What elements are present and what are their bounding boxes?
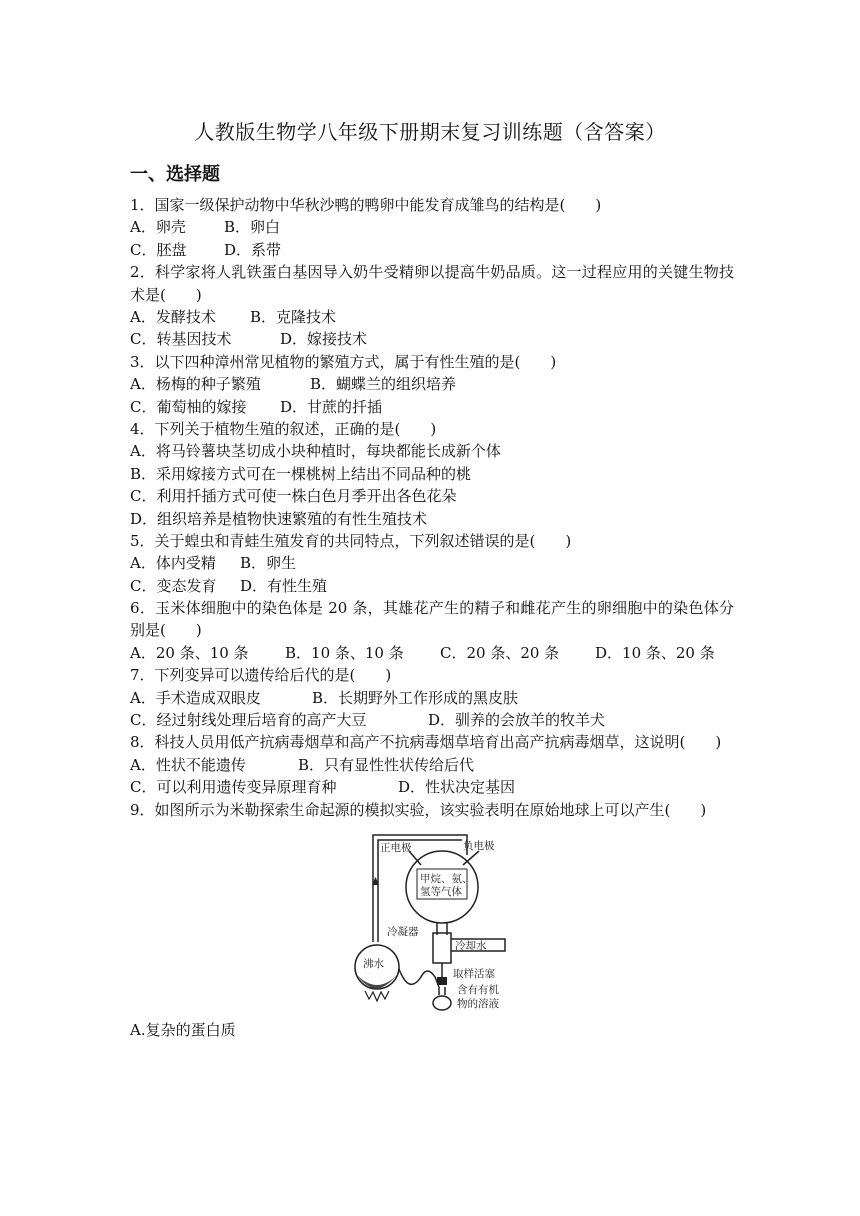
question-1-options-row-1 — [130, 216, 734, 238]
option-b: B．克隆技术 — [250, 307, 337, 326]
label-boiling-water: 沸水 — [363, 958, 384, 971]
question-6-stem: 6．玉米体细胞中的染色体是 20 条，其雄花产生的精子和雌花产生的卵细胞中的染色体分别是( ) — [130, 599, 734, 640]
option-c: C．可以利用遗传变异原理育种 — [130, 778, 337, 797]
option-a: A．手术造成双眼皮 — [130, 688, 261, 707]
question-5-stem: 5．关于蝗虫和青蛙生殖发育的共同特点，下列叙述错误的是( ) — [130, 531, 572, 550]
label-cooling-water: 冷却水 — [455, 940, 487, 953]
question-8-stem: 8．科技人员用低产抗病毒烟草和高产不抗病毒烟草培育出高产抗病毒烟草，这说明( ) — [130, 733, 722, 752]
page-title: 人教版生物学八年级下册期末复习训练题（含答案） — [194, 120, 666, 144]
section-heading: 一、选择题 — [130, 164, 220, 185]
option-c: C．利用扦插方式可使一株白色月季开出各色花朵 — [130, 487, 457, 506]
question-1-options-row-2 — [130, 239, 734, 261]
option-a: A．20 条、10 条 — [130, 643, 249, 662]
option-c: C．变态发育 — [130, 576, 217, 595]
question-3-options-row-1 — [130, 373, 734, 395]
question-1-stem: 1．国家一级保护动物中华秋沙鸭的鸭卵中能发育成雏鸟的结构是( ) — [130, 196, 602, 214]
option-d: D．组织培养是植物快速繁殖的有性生殖技术 — [130, 509, 428, 528]
option-d: D．甘蔗的扦插 — [280, 397, 383, 416]
option-d: D．嫁接技术 — [280, 330, 368, 349]
label-gas-line-2: 氢等气体 — [420, 886, 462, 899]
condenser — [433, 933, 451, 963]
option-c: C．20 条、20 条 — [440, 643, 560, 662]
option-d: D．驯养的会放羊的牧羊犬 — [428, 711, 606, 730]
sampling-stopcock — [437, 977, 447, 985]
label-positive-electrode: 正电极 — [380, 842, 412, 855]
option-a: A．体内受精 — [130, 554, 216, 573]
option-d: D．系带 — [224, 240, 282, 259]
label-condenser: 冷凝器 — [387, 926, 419, 939]
question-7-options-row-1 — [130, 687, 734, 709]
question-2-options-row-1 — [130, 306, 734, 328]
option-b: B．采用嫁接方式可在一棵桃树上结出不同品种的桃 — [130, 464, 472, 483]
option-c: C．经过射线处理后培育的高产大豆 — [130, 711, 367, 730]
question-6-options-row-1 — [130, 642, 734, 664]
option-a: A．将马铃薯块茎切成小块种植时，每块都能长成新个体 — [130, 442, 501, 461]
sampling-flask — [433, 996, 451, 1010]
option-c: C．转基因技术 — [130, 330, 232, 349]
option-b: B．10 条、10 条 — [285, 643, 404, 662]
u-tube — [399, 969, 439, 987]
option-c: C．葡萄柚的嫁接 — [130, 397, 247, 416]
question-9-stem: 9．如图所示为米勒探索生命起源的模拟实验，该实验表明在原始地球上可以产生( ) — [130, 800, 707, 819]
label-sampling-stopcock: 取样活塞 — [453, 968, 495, 981]
question-7-options-row-2 — [130, 709, 734, 731]
option-b: B．长期野外工作形成的黑皮肤 — [312, 688, 519, 707]
option-c: C．胚盘 — [130, 240, 187, 259]
option-d: D．有性生殖 — [240, 576, 328, 595]
answer-option-a: A.复杂的蛋白质 — [130, 1021, 236, 1040]
option-b: B．蝴蝶兰的组织培养 — [310, 375, 457, 394]
negative-electrode-line — [463, 851, 479, 865]
question-3-options-row-2 — [130, 396, 734, 418]
option-a: A．卵壳 — [130, 218, 186, 237]
option-b: B．只有显性性状传给后代 — [298, 755, 475, 774]
label-solution-line-1: 含有有机 — [457, 984, 499, 997]
option-b: B．卵白 — [224, 218, 281, 237]
question-4-stem: 4．下列关于植物生殖的叙述，正确的是( ) — [130, 419, 437, 438]
option-b: B．卵生 — [240, 554, 297, 573]
label-negative-electrode: 负电极 — [463, 840, 495, 853]
miller-experiment-figure — [347, 827, 517, 1013]
option-a: A．发酵技术 — [130, 307, 216, 326]
boiling-water-fill — [357, 975, 397, 989]
question-3-stem: 3．以下四种漳州常见植物的繁殖方式，属于有性生殖的是( ) — [130, 352, 557, 371]
question-8-options-row-2 — [130, 776, 734, 798]
label-gas-line-1: 甲烷、氨、 — [420, 873, 473, 886]
question-7-stem: 7．下列变异可以遗传给后代的是( ) — [130, 666, 392, 685]
question-list — [130, 194, 734, 1041]
question-5-options-row-1 — [130, 552, 734, 574]
option-a: A．性状不能遗传 — [130, 755, 246, 774]
question-2-options-row-2 — [130, 328, 734, 350]
question-5-options-row-2 — [130, 575, 734, 597]
question-8-options-row-1 — [130, 754, 734, 776]
option-d: D．性状决定基因 — [398, 778, 516, 797]
option-d: D．10 条、20 条 — [595, 643, 715, 662]
question-2-stem: 2．科学家将人乳铁蛋白基因导入奶牛受精卵以提高牛奶品质。这一过程应用的关键生物技术是( ) — [130, 263, 734, 304]
label-solution-line-2: 物的溶液 — [457, 998, 499, 1011]
flame-icon — [365, 991, 389, 1001]
option-a: A．杨梅的种子繁殖 — [130, 375, 261, 394]
